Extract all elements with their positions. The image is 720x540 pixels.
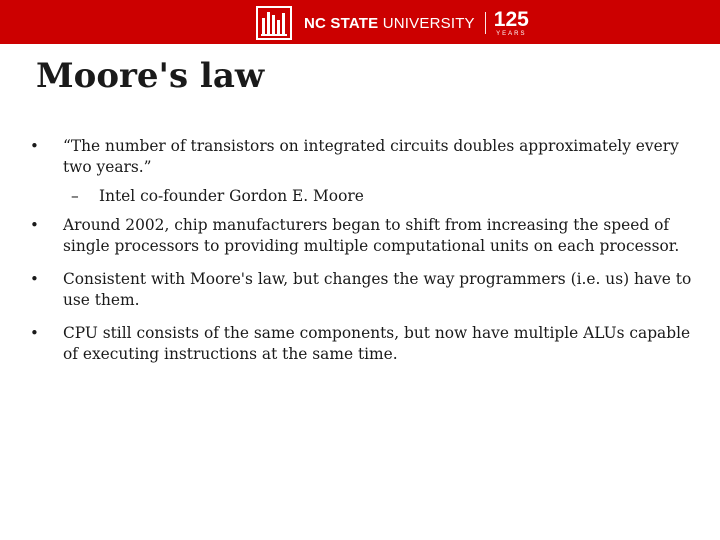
university-name-rest: UNIVERSITY bbox=[378, 14, 475, 32]
bullet-icon: • bbox=[30, 270, 39, 288]
anniversary-badge bbox=[494, 9, 529, 38]
bullet-item bbox=[30, 215, 695, 257]
slide-title: Moore's law bbox=[36, 56, 265, 96]
bullet-text: “The number of transistors on integrated circuits doubles approximately every two years.” bbox=[63, 137, 679, 176]
bullet-item bbox=[30, 323, 695, 365]
anniversary-number: 125 bbox=[493, 7, 529, 31]
university-brand bbox=[256, 6, 529, 40]
university-name-bold: NC STATE bbox=[304, 14, 379, 32]
sub-bullet-item bbox=[63, 186, 695, 207]
bullet-text: Around 2002, chip manufacturers began to shift from increasing the speed of single processors to providing multiple computational units on each processor. bbox=[63, 216, 680, 255]
bullet-list bbox=[30, 136, 695, 377]
bullet-icon: • bbox=[30, 324, 39, 342]
brand-divider bbox=[485, 12, 486, 34]
anniversary-label: YEARS bbox=[496, 30, 527, 37]
bullet-text: CPU still consists of the same components, but now have multiple ALUs capable of executing instructions at the same time. bbox=[63, 324, 691, 363]
bullet-icon: • bbox=[30, 137, 39, 155]
bullet-item bbox=[30, 269, 695, 311]
bullet-icon: • bbox=[30, 216, 39, 234]
university-name bbox=[304, 15, 475, 32]
sub-bullet-text: Intel co-founder Gordon E. Moore bbox=[99, 187, 364, 205]
bullet-text: Consistent with Moore's law, but changes the way programmers (i.e. us) have to use them. bbox=[63, 270, 692, 309]
university-logo-icon bbox=[256, 6, 292, 40]
dash-icon: – bbox=[71, 187, 79, 205]
header-bar bbox=[0, 0, 720, 44]
bullet-item bbox=[30, 136, 695, 207]
